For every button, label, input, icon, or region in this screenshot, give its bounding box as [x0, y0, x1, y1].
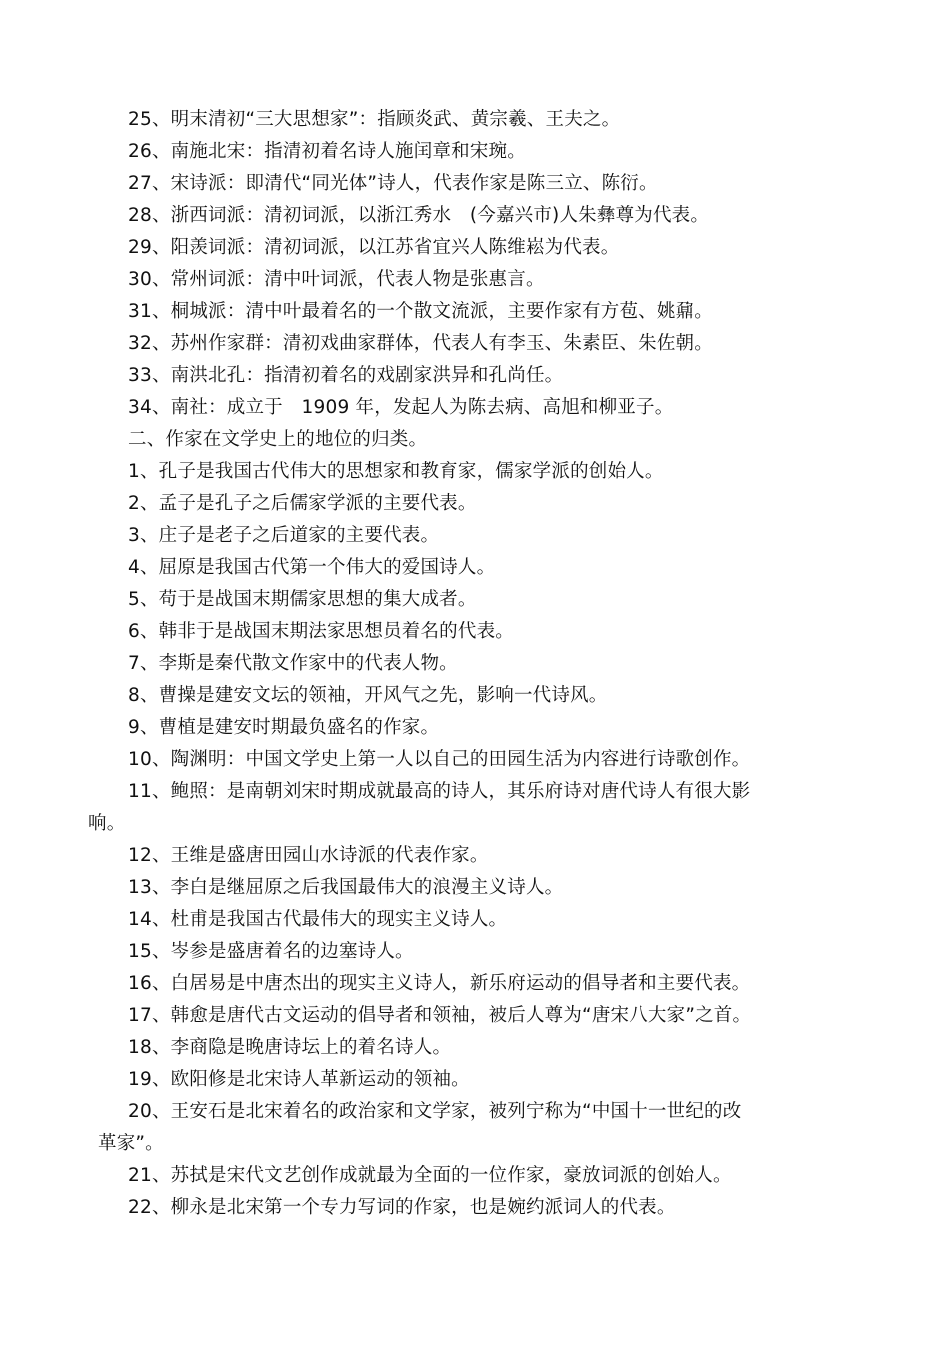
list-item-27: 27、宋诗派：即清代“同光体”诗人，代表作家是陈三立、陈衍。: [128, 173, 658, 194]
list-item-33: 33、南洪北孔：指清初着名的戏剧家洪异和孔尚任。: [128, 365, 564, 386]
list-item-7: 7、李斯是秦代散文作家中的代表人物。: [128, 653, 458, 674]
list-item-4: 4、屈原是我国古代第一个伟大的爱国诗人。: [128, 557, 496, 578]
list-item-29: 29、阳羡词派：清初词派，以江苏省宜兴人陈维崧为代表。: [128, 237, 620, 258]
list-item-20: 20、王安石是北宋着名的政治家和文学家，被列宁称为“中国十一世纪的改: [128, 1101, 742, 1122]
list-item-11: 11、鲍照：是南朝刘宋时期成就最高的诗人，其乐府诗对唐代诗人有很大影: [128, 781, 751, 802]
list-item-28: 28、浙西词派：清初词派，以浙江秀水 (今嘉兴市)人朱彝尊为代表。: [128, 205, 710, 226]
list-item-20-continued: 革家”。: [98, 1133, 164, 1154]
list-item-8: 8、曹操是建安文坛的领袖，开风气之先，影响一代诗风。: [128, 685, 608, 706]
list-item-15: 15、岑参是盛唐着名的边塞诗人。: [128, 941, 414, 962]
list-item-19: 19、欧阳修是北宋诗人革新运动的领袖。: [128, 1069, 470, 1090]
list-item-10: 10、陶渊明：中国文学史上第一人以自己的田园生活为内容进行诗歌创作。: [128, 749, 751, 770]
list-item-26: 26、南施北宋：指清初着名诗人施闰章和宋琬。: [128, 141, 526, 162]
list-item-2: 2、孟子是孔子之后儒家学派的主要代表。: [128, 493, 477, 514]
list-item-13: 13、李白是继屈原之后我国最伟大的浪漫主义诗人。: [128, 877, 564, 898]
list-item-34: 34、南社：成立于 1909 年，发起人为陈去病、高旭和柳亚子。: [128, 397, 674, 418]
list-item-30: 30、常州词派：清中叶词派，代表人物是张惠言。: [128, 269, 545, 290]
list-item-9: 9、曹植是建安时期最负盛名的作家。: [128, 717, 440, 738]
list-item-5: 5、苟于是战国末期儒家思想的集大成者。: [128, 589, 477, 610]
list-item-1: 1、孔子是我国古代伟大的思想家和教育家，儒家学派的创始人。: [128, 461, 664, 482]
document-body: [88, 104, 810, 1224]
list-item-16: 16、白居易是中唐杰出的现实主义诗人，新乐府运动的倡导者和主要代表。: [128, 973, 751, 994]
list-item-22: 22、柳永是北宋第一个专力写词的作家，也是婉约派词人的代表。: [128, 1197, 676, 1218]
list-item-17: 17、韩愈是唐代古文运动的倡导者和领袖，被后人尊为“唐宋八大家”之首。: [128, 1005, 752, 1026]
list-item-21: 21、苏拭是宋代文艺创作成就最为全面的一位作家，豪放词派的创始人。: [128, 1165, 732, 1186]
list-item-11-continued: 响。: [88, 813, 126, 834]
list-item-32: 32、苏州作家群：清初戏曲家群体，代表人有李玉、朱素臣、朱佐朝。: [128, 333, 713, 354]
list-item-6: 6、韩非于是战国末期法家思想员着名的代表。: [128, 621, 514, 642]
section-heading: 二、作家在文学史上的地位的归类。: [128, 429, 428, 450]
list-item-12: 12、王维是盛唐田园山水诗派的代表作家。: [128, 845, 489, 866]
list-item-18: 18、李商隐是晚唐诗坛上的着名诗人。: [128, 1037, 452, 1058]
list-item-14: 14、杜甫是我国古代最伟大的现实主义诗人。: [128, 909, 508, 930]
list-item-25: 25、明末清初“三大思想家”：指顾炎武、黄宗羲、王夫之。: [128, 109, 621, 130]
list-item-3: 3、庄子是老子之后道家的主要代表。: [128, 525, 440, 546]
list-item-31: 31、桐城派：清中叶最着名的一个散文流派，主要作家有方苞、姚鼐。: [128, 301, 713, 322]
